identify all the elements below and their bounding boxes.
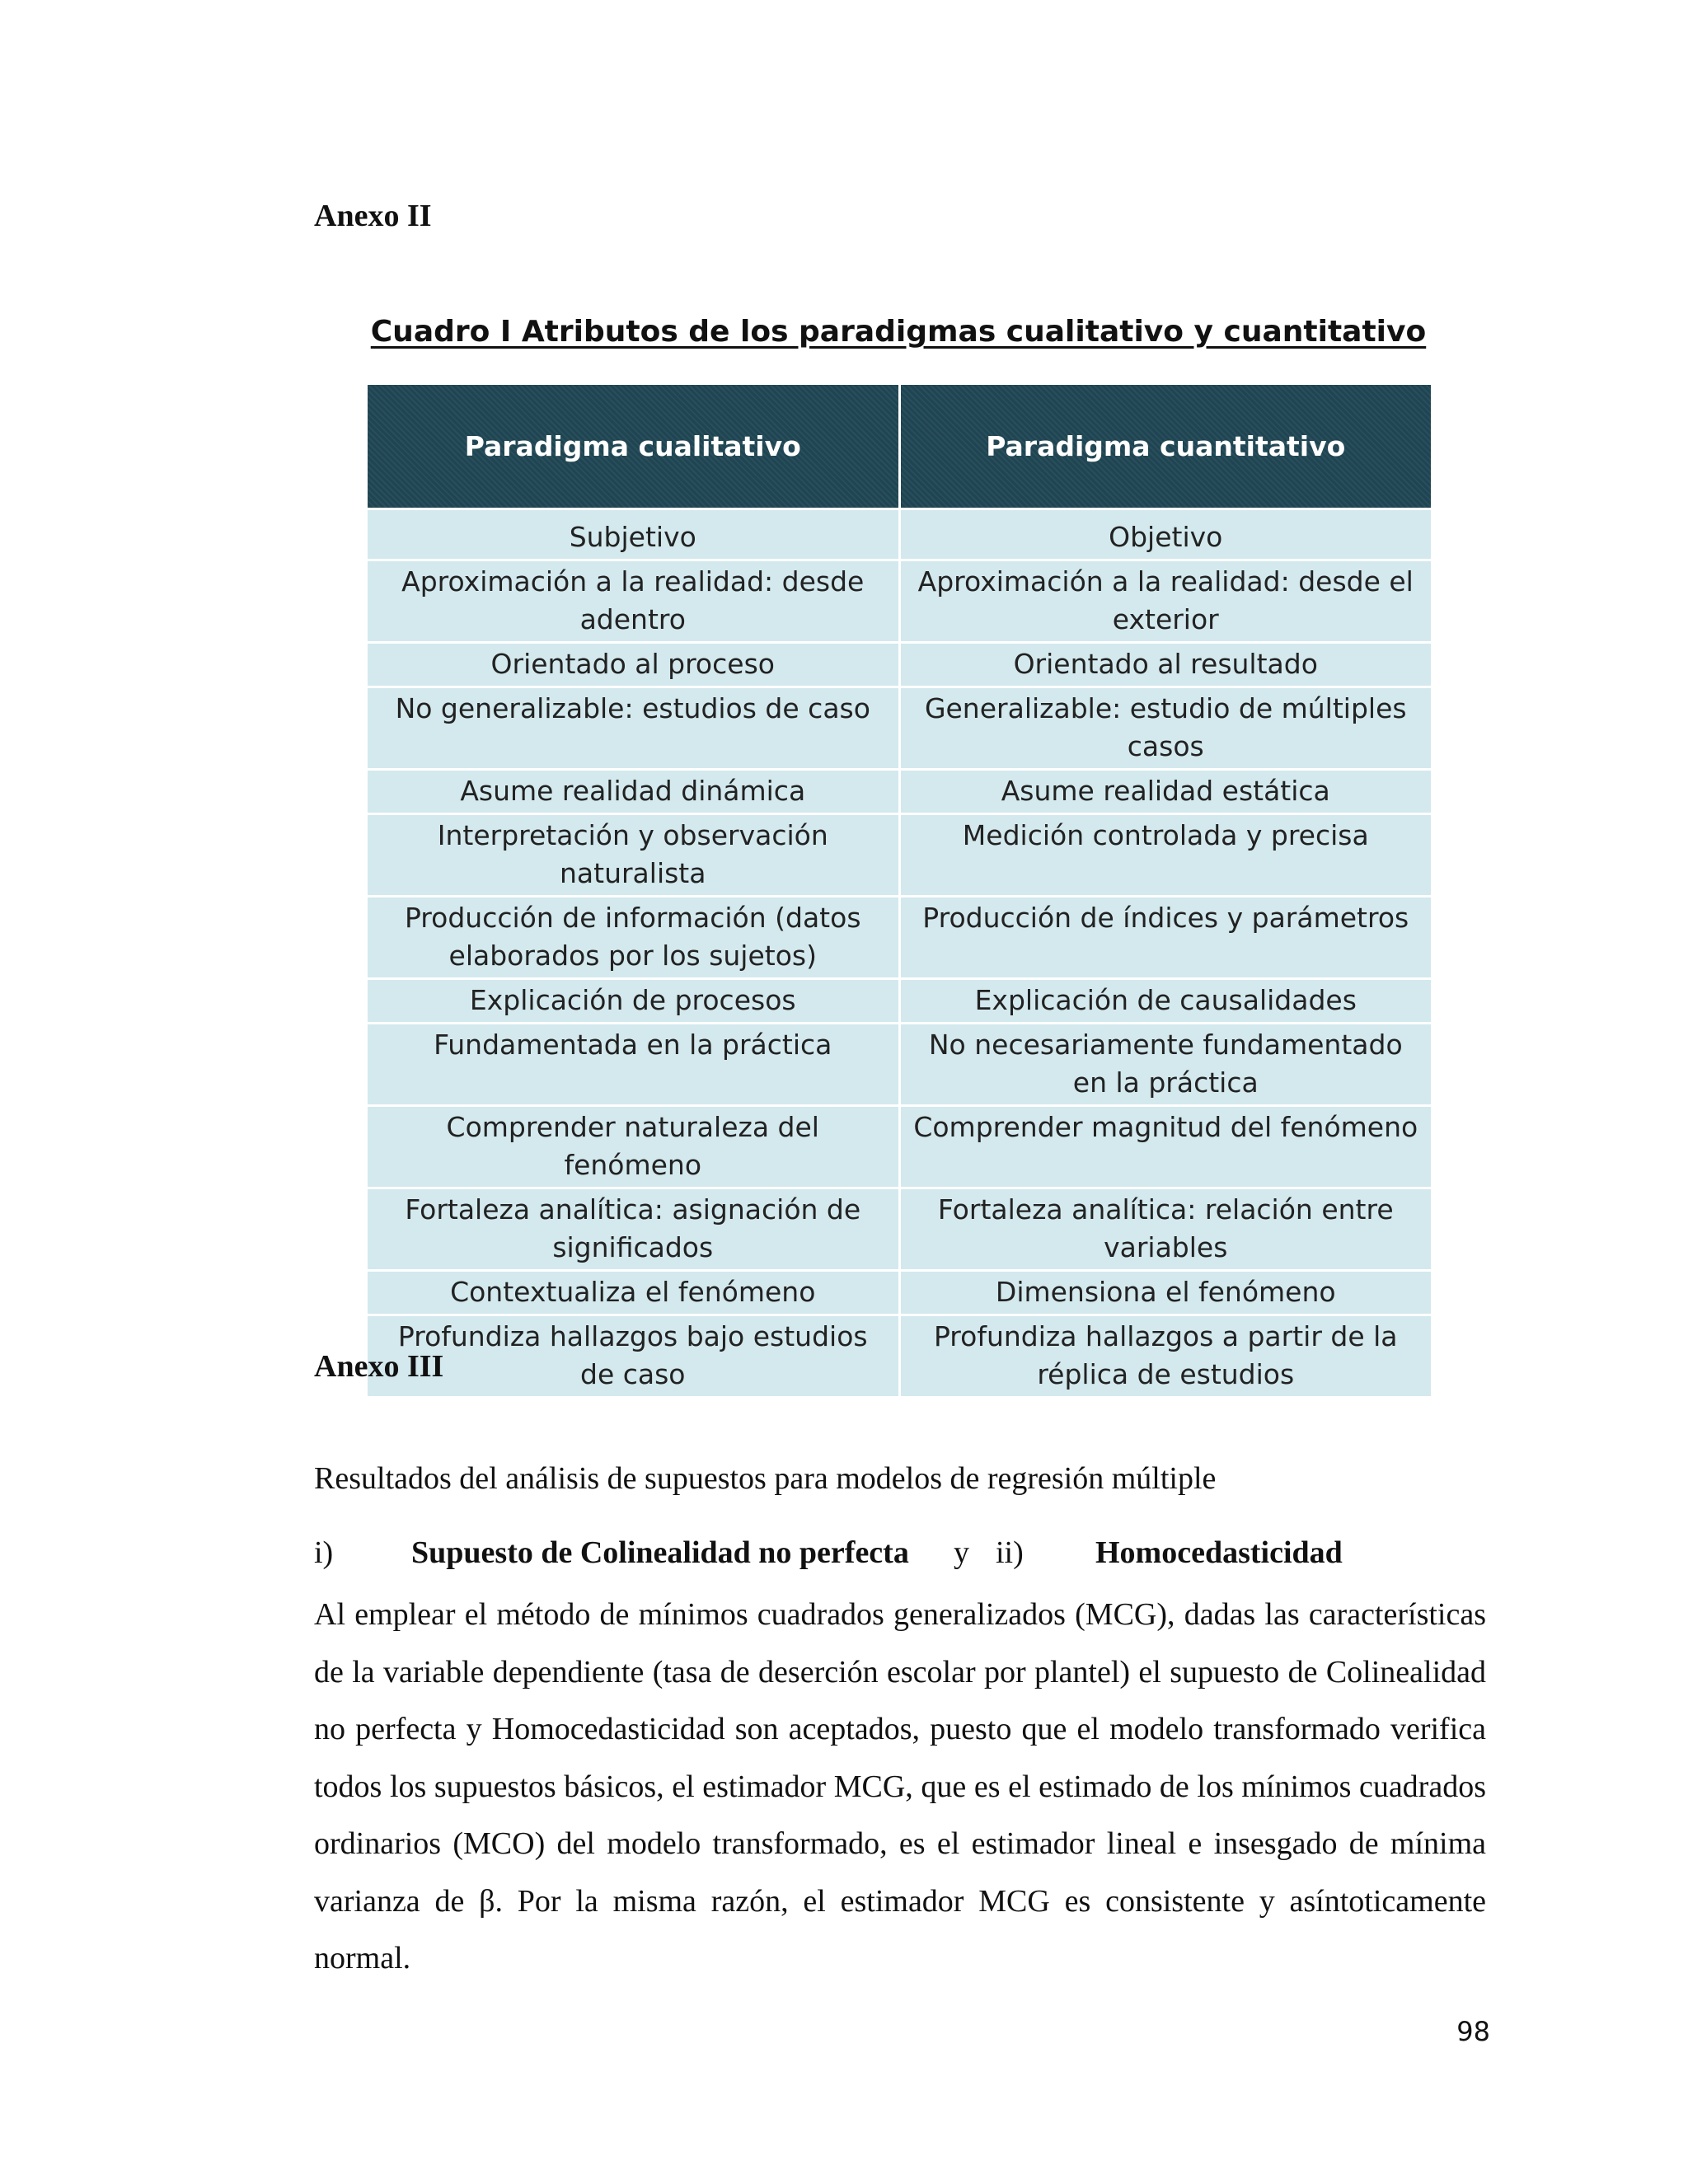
table-row [368, 1188, 1431, 1271]
cell-quantitative: Asume realidad estática [899, 770, 1431, 814]
cell-quantitative: Objetivo [899, 509, 1431, 560]
cell-quantitative: Producción de índices y parámetros [899, 897, 1431, 979]
header-qualitative: Paradigma cualitativo [368, 385, 899, 509]
table-row [368, 770, 1431, 814]
cell-qualitative: Contextualiza el fenómeno [368, 1271, 899, 1315]
cell-quantitative: Comprender magnitud del fenómeno [899, 1106, 1431, 1188]
cell-quantitative: Generalizable: estudio de múltiples casos [899, 687, 1431, 770]
table-row [368, 1106, 1431, 1188]
item-ii-marker: ii) [996, 1535, 1024, 1570]
cell-qualitative: Aproximación a la realidad: desde adentro [368, 560, 899, 643]
annex-ii-heading: Anexo II [314, 199, 432, 233]
table-row [368, 1024, 1431, 1106]
annex-iii-subtitle: Resultados del análisis de supuestos para modelos de regresión múltiple [314, 1461, 1217, 1496]
cell-qualitative: Fortaleza analítica: asignación de significados [368, 1188, 899, 1271]
cell-qualitative: Subjetivo [368, 509, 899, 560]
cell-quantitative: Explicación de causalidades [899, 979, 1431, 1024]
cell-quantitative: Orientado al resultado [899, 643, 1431, 687]
cell-qualitative: Explicación de procesos [368, 979, 899, 1024]
cell-qualitative: Profundiza hallazgos bajo estudios de caso [368, 1315, 899, 1397]
cell-qualitative: No generalizable: estudios de caso [368, 687, 899, 770]
cell-qualitative: Producción de información (datos elaborados por los sujetos) [368, 897, 899, 979]
cell-qualitative: Comprender naturaleza del fenómeno [368, 1106, 899, 1188]
table-row [368, 643, 1431, 687]
cell-qualitative: Orientado al proceso [368, 643, 899, 687]
cell-quantitative: Aproximación a la realidad: desde el exterior [899, 560, 1431, 643]
body-paragraph: Al emplear el método de mínimos cuadrados generalizados (MCG), dadas las características de la variable dependiente (tasa de deserción escolar por plantel) el supuesto de Colinealidad no perfecta y Homocedasticidad son aceptados, puesto que el modelo transformado verifica todos los supuestos básicos, el estimador MCG, que es el estimado de los mínimos cuadrados ordinarios (MCO) del modelo transformado, es el estimador lineal e insesgado de mínima varianza de β. Por la misma razón, el estimador MCG es consistente y asíntoticamente normal. [314, 1597, 1486, 1975]
assumptions-line [314, 1535, 1484, 1574]
cell-quantitative: Medición controlada y precisa [899, 814, 1431, 897]
paradigms-table [368, 385, 1431, 1396]
item-ii-title: Homocedasticidad [1095, 1535, 1343, 1570]
table-row [368, 509, 1431, 560]
table-row [368, 1271, 1431, 1315]
table-row [368, 979, 1431, 1024]
table-row [368, 687, 1431, 770]
annex-iii-heading: Anexo III [314, 1349, 444, 1384]
table-row [368, 1315, 1431, 1397]
item-i-marker: i) [314, 1535, 334, 1570]
table-row [368, 560, 1431, 643]
cell-quantitative: No necesariamente fundamentado en la práctica [899, 1024, 1431, 1106]
cell-quantitative: Profundiza hallazgos a partir de la réplica de estudios [899, 1315, 1431, 1397]
cell-quantitative: Fortaleza analítica: relación entre variables [899, 1188, 1431, 1271]
cell-qualitative: Interpretación y observación naturalista [368, 814, 899, 897]
table-row [368, 897, 1431, 979]
table-row [368, 814, 1431, 897]
table-header-row [368, 385, 1431, 509]
table-title: Cuadro I Atributos de los paradigmas cualitativo y cuantitativo [370, 315, 1427, 349]
connector-text: y [954, 1535, 969, 1570]
page-number: 98 [1456, 2016, 1490, 2047]
cell-quantitative: Dimensiona el fenómeno [899, 1271, 1431, 1315]
item-i-title: Supuesto de Colinealidad no perfecta [411, 1535, 909, 1570]
cell-qualitative: Fundamentada en la práctica [368, 1024, 899, 1106]
header-quantitative: Paradigma cuantitativo [899, 385, 1431, 509]
cell-qualitative: Asume realidad dinámica [368, 770, 899, 814]
